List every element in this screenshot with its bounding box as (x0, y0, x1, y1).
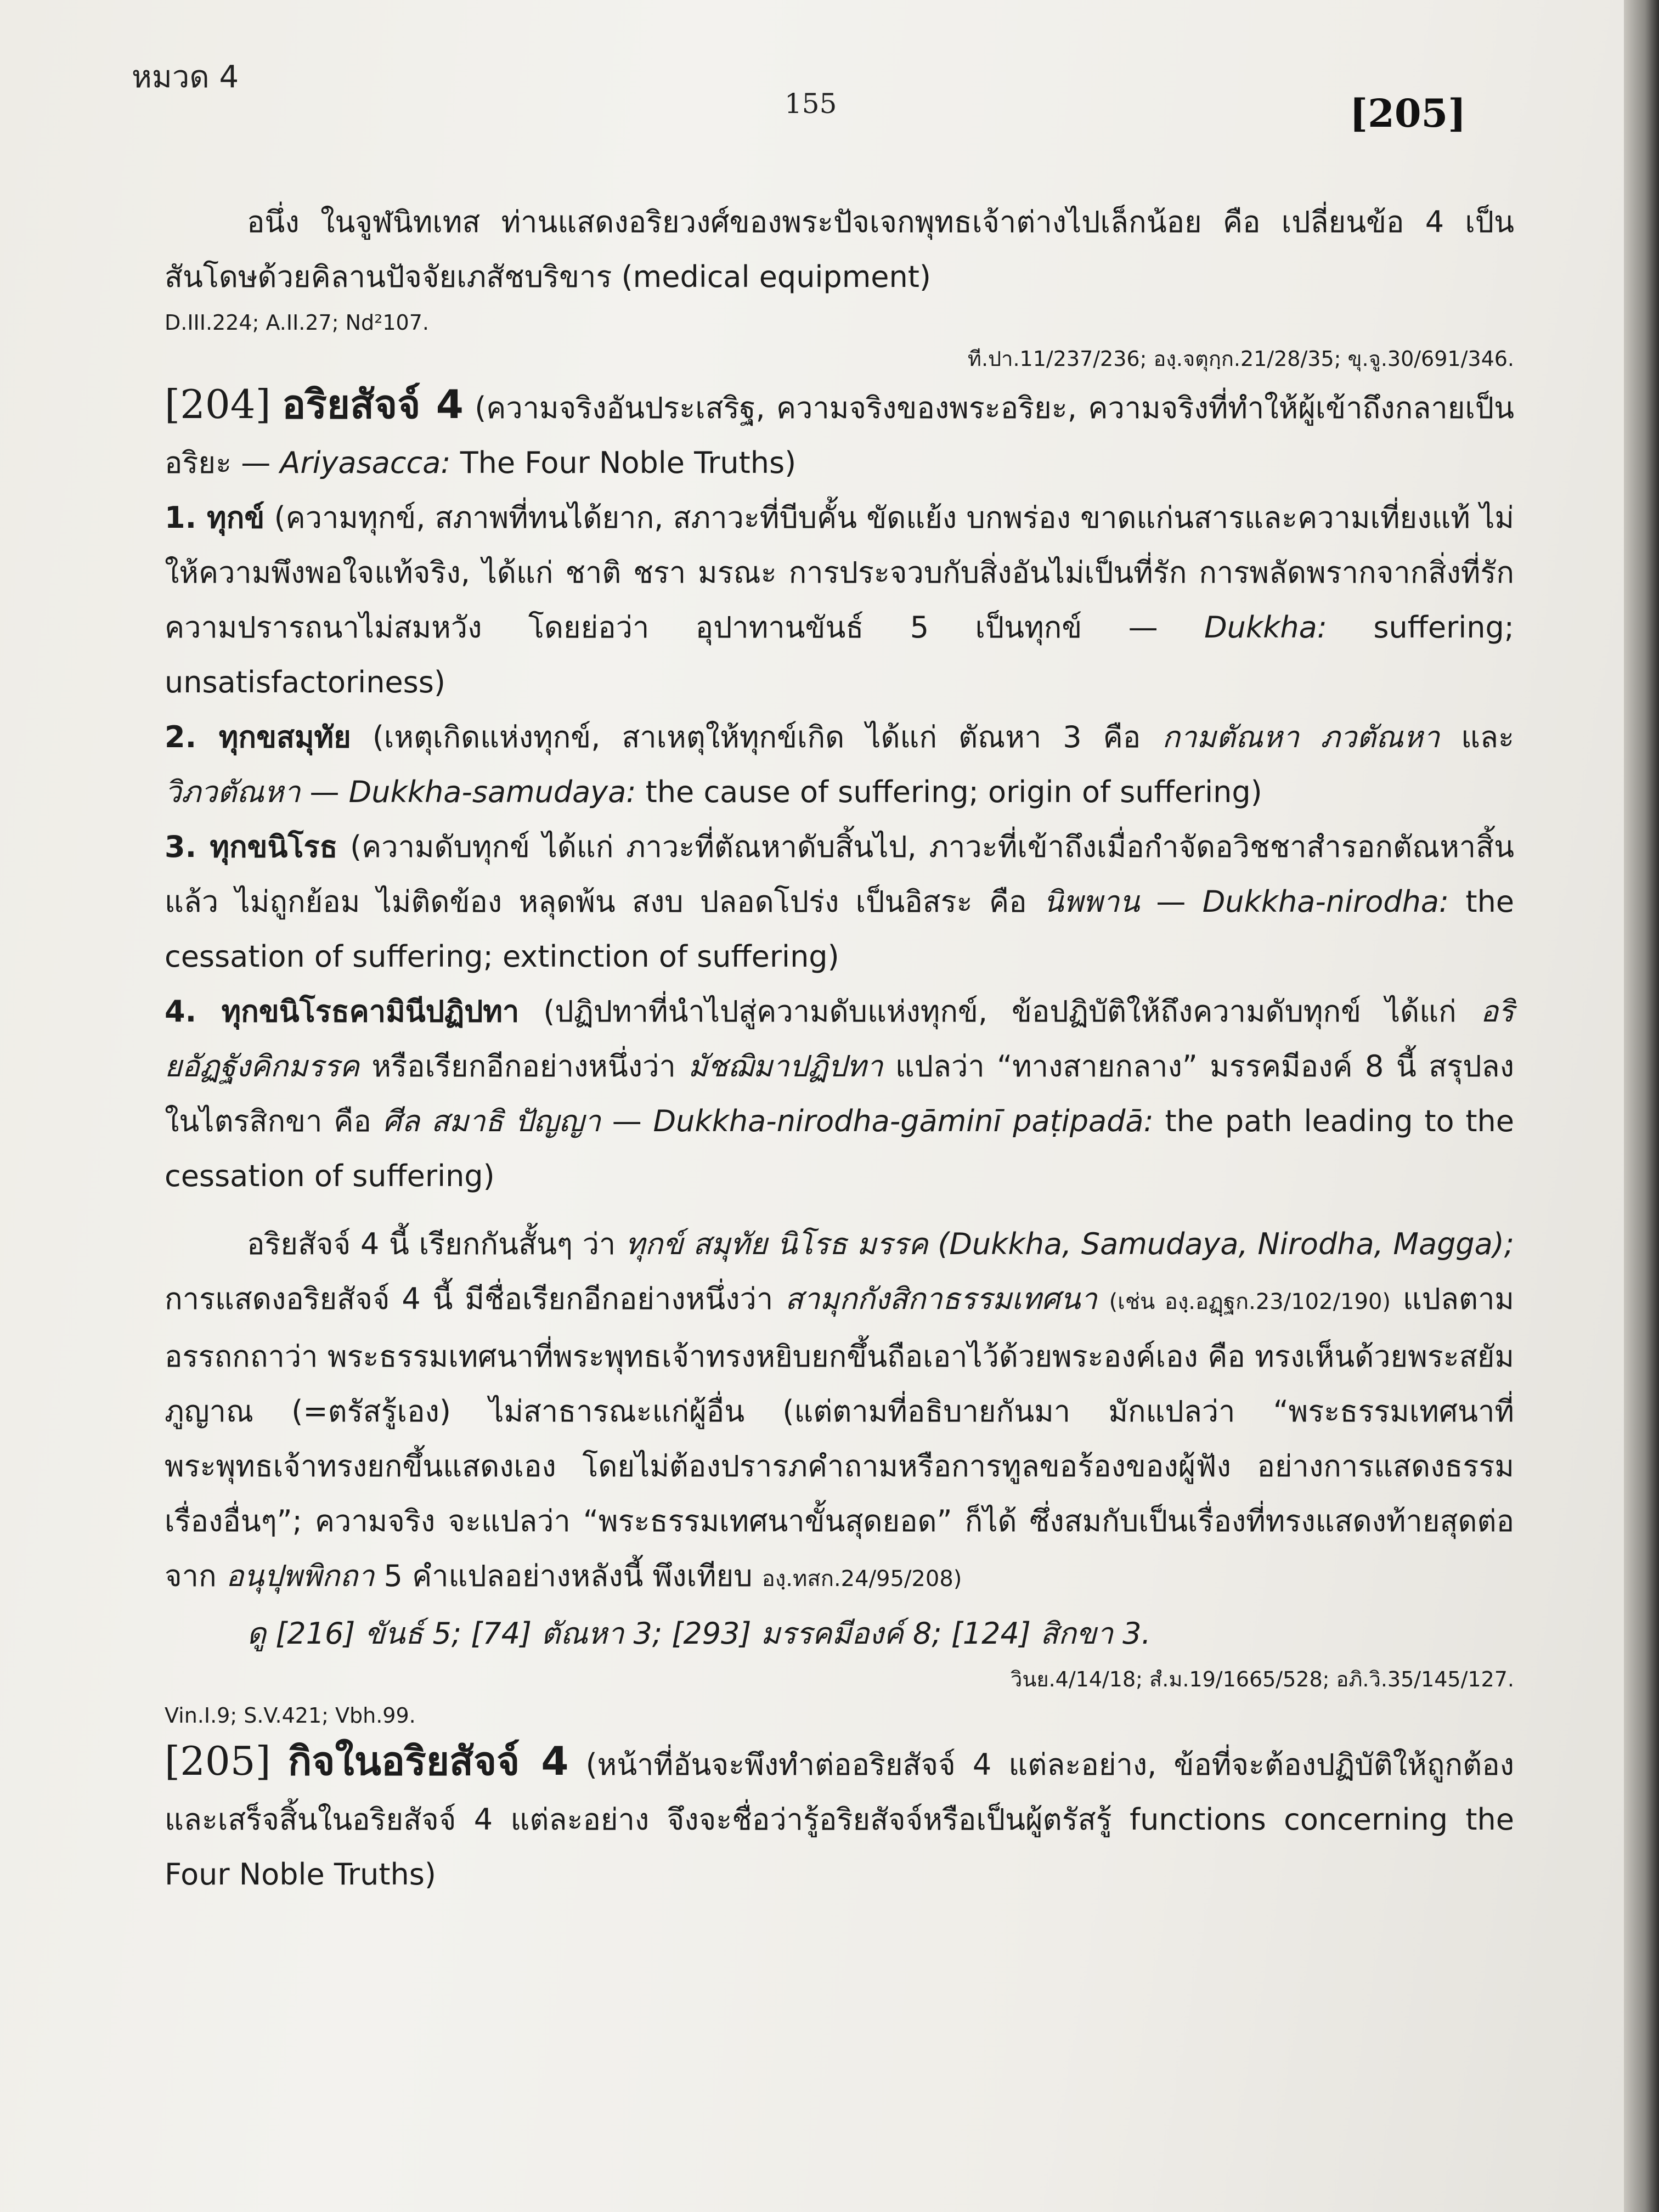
truth-item-4-italic2: มัชฌิมาปฏิปทา (688, 1049, 883, 1084)
entry-205-description: (หน้าที่อันจะพึงทำต่ออริยสัจจ์ 4 แต่ละอย่าง, ข้อที่จะต้องปฏิบัติให้ถูกต้องและเสร็จสิ้นในอริยสัจจ์ 4 แต่ละอย่าง จึงจะชื่อว่ารู้อริยสัจจ์หรือเป็นผู้ตรัสรู้ (165, 1747, 1514, 1837)
truth-item-1-label: 1. ทุกข์ (165, 500, 265, 535)
summary-part-2: การแสดงอริยสัจจ์ 4 นี้ มีชื่อเรียกอีกอย่างหนึ่งว่า (165, 1282, 774, 1316)
truth-item-2-pali: Dukkha-samudaya: (348, 775, 636, 809)
page-content (165, 195, 1514, 1902)
truth-item-4-text4: — (612, 1104, 642, 1138)
truth-item-4-italic3: ศีล สมาธิ ปัญญา (382, 1104, 601, 1138)
entry-204-number: [204] (165, 381, 271, 427)
entry-204-pali-term: Ariyasacca: (280, 445, 451, 480)
see-also-text: ดู [216] ขันธ์ 5; [74] ตัณหา 3; [293] มรรคมีองค์ 8; [124] สิกขา 3. (247, 1616, 1151, 1651)
truth-item-4-text2: หรือเรียกอีกอย่างหนึ่งว่า (371, 1049, 676, 1084)
entry-205-number: [205] (165, 1738, 271, 1784)
truth-item-4-pali: Dukkha-nirodha-gāminī paṭipadā: (653, 1104, 1154, 1138)
summary-italic-2: สามุกกังสิกาธรรมเทศนา (785, 1282, 1097, 1316)
intro-thai-reference: ที.ปา.11/237/236; องฺ.จตุกฺก.21/28/35; ขุ.จู.30/691/346. (967, 347, 1514, 371)
truth-item-2-english: the cause of suffering; origin of suffering) (645, 775, 1262, 809)
truth-item-4 (165, 984, 1514, 1204)
truth-item-3 (165, 820, 1514, 984)
entry-204-english: The Four Noble Truths) (460, 445, 797, 480)
summary-reference: องฺ.ทสก.24/95/208) (761, 1566, 962, 1592)
truth-item-2-italic2: วิภวตัณหา (165, 775, 301, 809)
truth-item-2-label: 2. ทุกขสมุทัย (165, 720, 351, 754)
summary-part-5: 5 คำแปลอย่างหลังนี้ พึงเทียบ (383, 1559, 753, 1593)
truth-item-3-pali: Dukkha-nirodha: (1202, 884, 1449, 919)
entry-range-header: [205] (1350, 91, 1466, 136)
summary-part-1: อริยสัจจ์ 4 นี้ เรียกกันสั้นๆ ว่า (247, 1227, 616, 1261)
truth-item-4-text: (ปฏิปทาที่นำไปสู่ความดับแห่งทุกข์, ข้อปฏิบัติให้ถึงความดับทุกข์ ได้แก่ (543, 994, 1457, 1029)
entry-204-title: อริยสัจจ์ 4 (282, 381, 464, 427)
truth-item-3-text: (ความดับทุกข์ ได้แก่ ภาวะที่ตัณหาดับสิ้นไป, ภาวะที่เข้าถึงเมื่อกำจัดอวิชชาสำรอกตัณหาสิ้นแล้ว ไม่ถูกย้อม ไม่ติดข้อง หลุดพ้น สงบ ปลอดโปร่ง เป็นอิสระ คือ (165, 830, 1514, 919)
truth-item-1-english: suffering; unsatisfactoriness) (165, 610, 1514, 699)
truth-item-2-text2: และ (1461, 720, 1514, 754)
truth-item-2-text: (เหตุเกิดแห่งทุกข์, สาเหตุให้ทุกข์เกิด ได้แก่ ตัณหา 3 คือ (372, 720, 1141, 754)
entry-204-description: (ความจริงอันประเสริฐ, ความจริงของพระอริยะ, ความจริงที่ทำให้ผู้เข้าถึงกลายเป็นอริยะ — (165, 391, 1514, 480)
truth-item-3-italic: นิพพาน (1043, 884, 1140, 919)
truth-item-3-label: 3. ทุกขนิโรธ (165, 830, 338, 864)
truth-item-1-pali: Dukkha: (1204, 610, 1327, 645)
section-header: หมวด 4 (132, 59, 239, 95)
truth-item-4-label: 4. ทุกขนิโรธคามินีปฏิปทา (165, 994, 520, 1029)
summary-part-3: (เช่น องฺ.อฏฺฐก.23/102/190) (1109, 1289, 1391, 1314)
truth-item-3-text2: — (1156, 884, 1186, 919)
intro-paragraph: อนึ่ง ในจูฬนิทเทส ท่านแสดงอริยวงศ์ของพระปัจเจกพุทธเจ้าต่างไปเล็กน้อย คือ เปลี่ยนข้อ 4 เป็น สันโดษด้วยคิลานปัจจัยเภสัชบริขาร (medical equipment) (165, 205, 1514, 294)
entry-205-heading (165, 1734, 1514, 1902)
truth-item-2-text3: — (309, 775, 340, 809)
entry-205-title: กิจในอริยสัจจ์ 4 (287, 1738, 569, 1784)
truth-item-4-italic: อริยอัฏฐังคิกมรรค (165, 994, 1514, 1084)
summary-paragraph (165, 1217, 1514, 1606)
truth-item-2 (165, 710, 1514, 820)
see-also (165, 1606, 1514, 1661)
entry-204-thai-reference: วินย.4/14/18; สํ.ม.19/1665/528; อภิ.วิ.35/145/127. (1011, 1667, 1514, 1691)
summary-part-4: แปลตามอรรถกถาว่า พระธรรมเทศนาที่พระพุทธเจ้าทรงหยิบยกขึ้นถือเอาไว้ด้วยพระองค์เอง คือ ทรงเห็นด้วยพระสยัมภูญาณ (=ตรัสรู้เอง) ไม่สาธารณะแก่ผู้อื่น (แต่ตามที่อธิบายกันมา มักแปลว่า “พระธรรมเทศนาที่พระพุทธเจ้าทรงยกขึ้นแสดงเอง โดยไม่ต้องปรารภคำถามหรือการทูลขอร้องของผู้ฟัง อย่างการแสดงธรรมเรื่องอื่นๆ”; ความจริง จะแปลว่า “พระธรรมเทศนาขั้นสุดยอด” ก็ได้ ซึ่งสมกับเป็นเรื่องที่ทรงแสดงท้ายสุดต่อจาก (165, 1282, 1515, 1593)
truth-item-3-english: the cessation of suffering; extinction of suffering) (165, 884, 1515, 974)
intro-pali-reference: D.III.224; A.II.27; Nd²107. (165, 311, 429, 335)
entry-204-heading (165, 377, 1514, 490)
entry-205-english: functions concerning the Four Noble Truths) (165, 1802, 1514, 1892)
truth-item-1 (165, 490, 1514, 710)
truth-item-4-english: the path leading to the cessation of suffering) (165, 1104, 1514, 1193)
truth-item-1-text: (ความทุกข์, สภาพที่ทนได้ยาก, สภาวะที่บีบคั้น ขัดแย้ง บกพร่อง ขาดแก่นสารและความเที่ยงแท้ ไม่ให้ความพึงพอใจแท้จริง, ได้แก่ ชาติ ชรา มรณะ การประจวบกับสิ่งอันไม่เป็นที่รัก การพลัดพรากจากสิ่งที่รัก ความปรารถนาไม่สมหวัง โดยย่อว่า อุปาทานขันธ์ 5 เป็นทุกข์ — (165, 500, 1514, 645)
truth-item-2-italic: กามตัณหา ภวตัณหา (1162, 720, 1440, 754)
summary-italic-1: ทุกข์ สมุทัย นิโรธ มรรค (Dukkha, Samudaya, Nirodha, Magga); (625, 1227, 1514, 1261)
page-number: 155 (785, 88, 837, 120)
truth-item-4-text3: แปลว่า “ทางสายกลาง” มรรคมีองค์ 8 นี้ สรุปลงในไตรสิกขา คือ (165, 1049, 1514, 1138)
book-spine-edge (1624, 0, 1659, 2212)
entry-204-pali-reference: Vin.I.9; S.V.421; Vbh.99. (165, 1703, 416, 1728)
summary-italic-3: อนุปุพพิกถา (225, 1559, 375, 1593)
